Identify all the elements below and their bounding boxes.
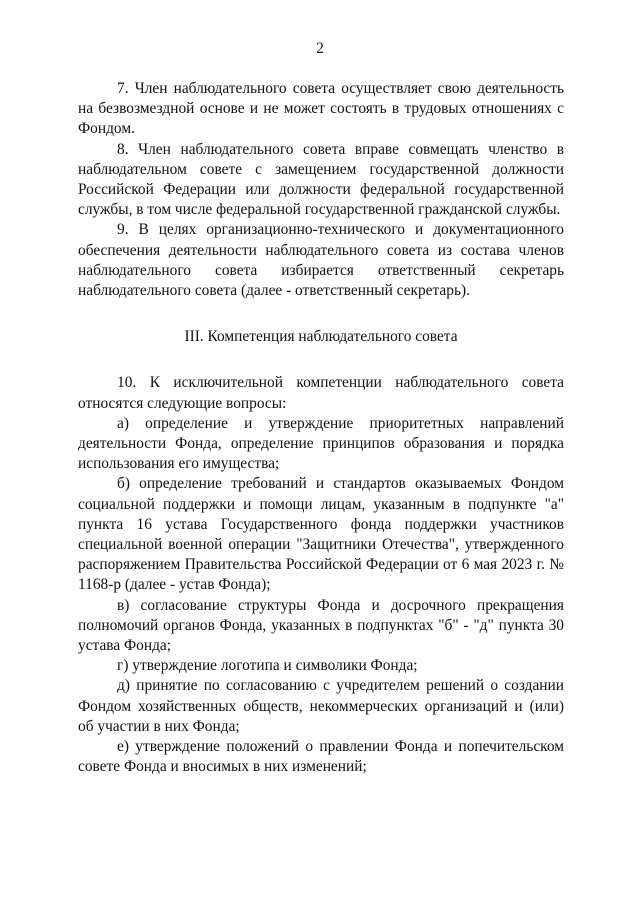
paragraph-8: 8. Член наблюдательного совета вправе совмещать членство в наблюдательном совете с замещением государственной должности Российской Федерации или должности федеральной государственной службы, в том числе федеральной государственной гражданской службы. bbox=[78, 140, 564, 219]
subitem-a: а) определение и утверждение приоритетных направлений деятельности Фонда, определение принципов образования и порядка использования его имущества; bbox=[78, 414, 564, 473]
page-number: 2 bbox=[316, 40, 324, 57]
subitem-g: г) утверждение логотипа и символики Фонда; bbox=[117, 657, 418, 675]
subitem-d: д) принятие по согласованию с учредителем решений о создании Фондом хозяйственных обществ, некоммерческих организаций и (или) об участии в них Фонда; bbox=[78, 677, 564, 735]
subitem-v: в) согласование структуры Фонда и досрочного прекращения полномочий органов Фонда, указанных в подпунктах "б" - "д" пункта 30 устава Фонда; bbox=[78, 596, 564, 655]
paragraph-10: 10. К исключительной компетенции наблюдательного совета относятся следующие вопросы: bbox=[78, 374, 564, 412]
subitem-e: е) утверждение положений о правлении Фонда и попечительском совете Фонда и вносимых в них изменений; bbox=[78, 738, 564, 776]
subitem-b: б) определение требований и стандартов оказываемых Фондом социальной поддержки и помощи лицам, указанным в подпункте "а" пункта 16 устава Государственного фонда поддержки участников специальной военной операции "Защитники Отечества", утвержденного распоряжением Правительства Российской Федерации от 6 мая 2023 г. № 1168-р (далее - устав Фонда); bbox=[78, 475, 564, 594]
paragraph-7: 7. Член наблюдательного совета осуществляет свою деятельность на безвозмездной основе и не может состоять в трудовых отношениях с Фондом. bbox=[78, 80, 564, 138]
document-body bbox=[78, 79, 564, 778]
section-heading: III. Компетенция наблюдательного совета bbox=[184, 328, 458, 346]
competence-list bbox=[78, 373, 564, 777]
paragraph-9: 9. В целях организационно-технического и документационного обеспечения деятельности наблюдательного совета из состава членов наблюдательного совета избирается ответственный секретарь наблюдательного совета (далее - ответственный секретарь). bbox=[78, 221, 564, 300]
